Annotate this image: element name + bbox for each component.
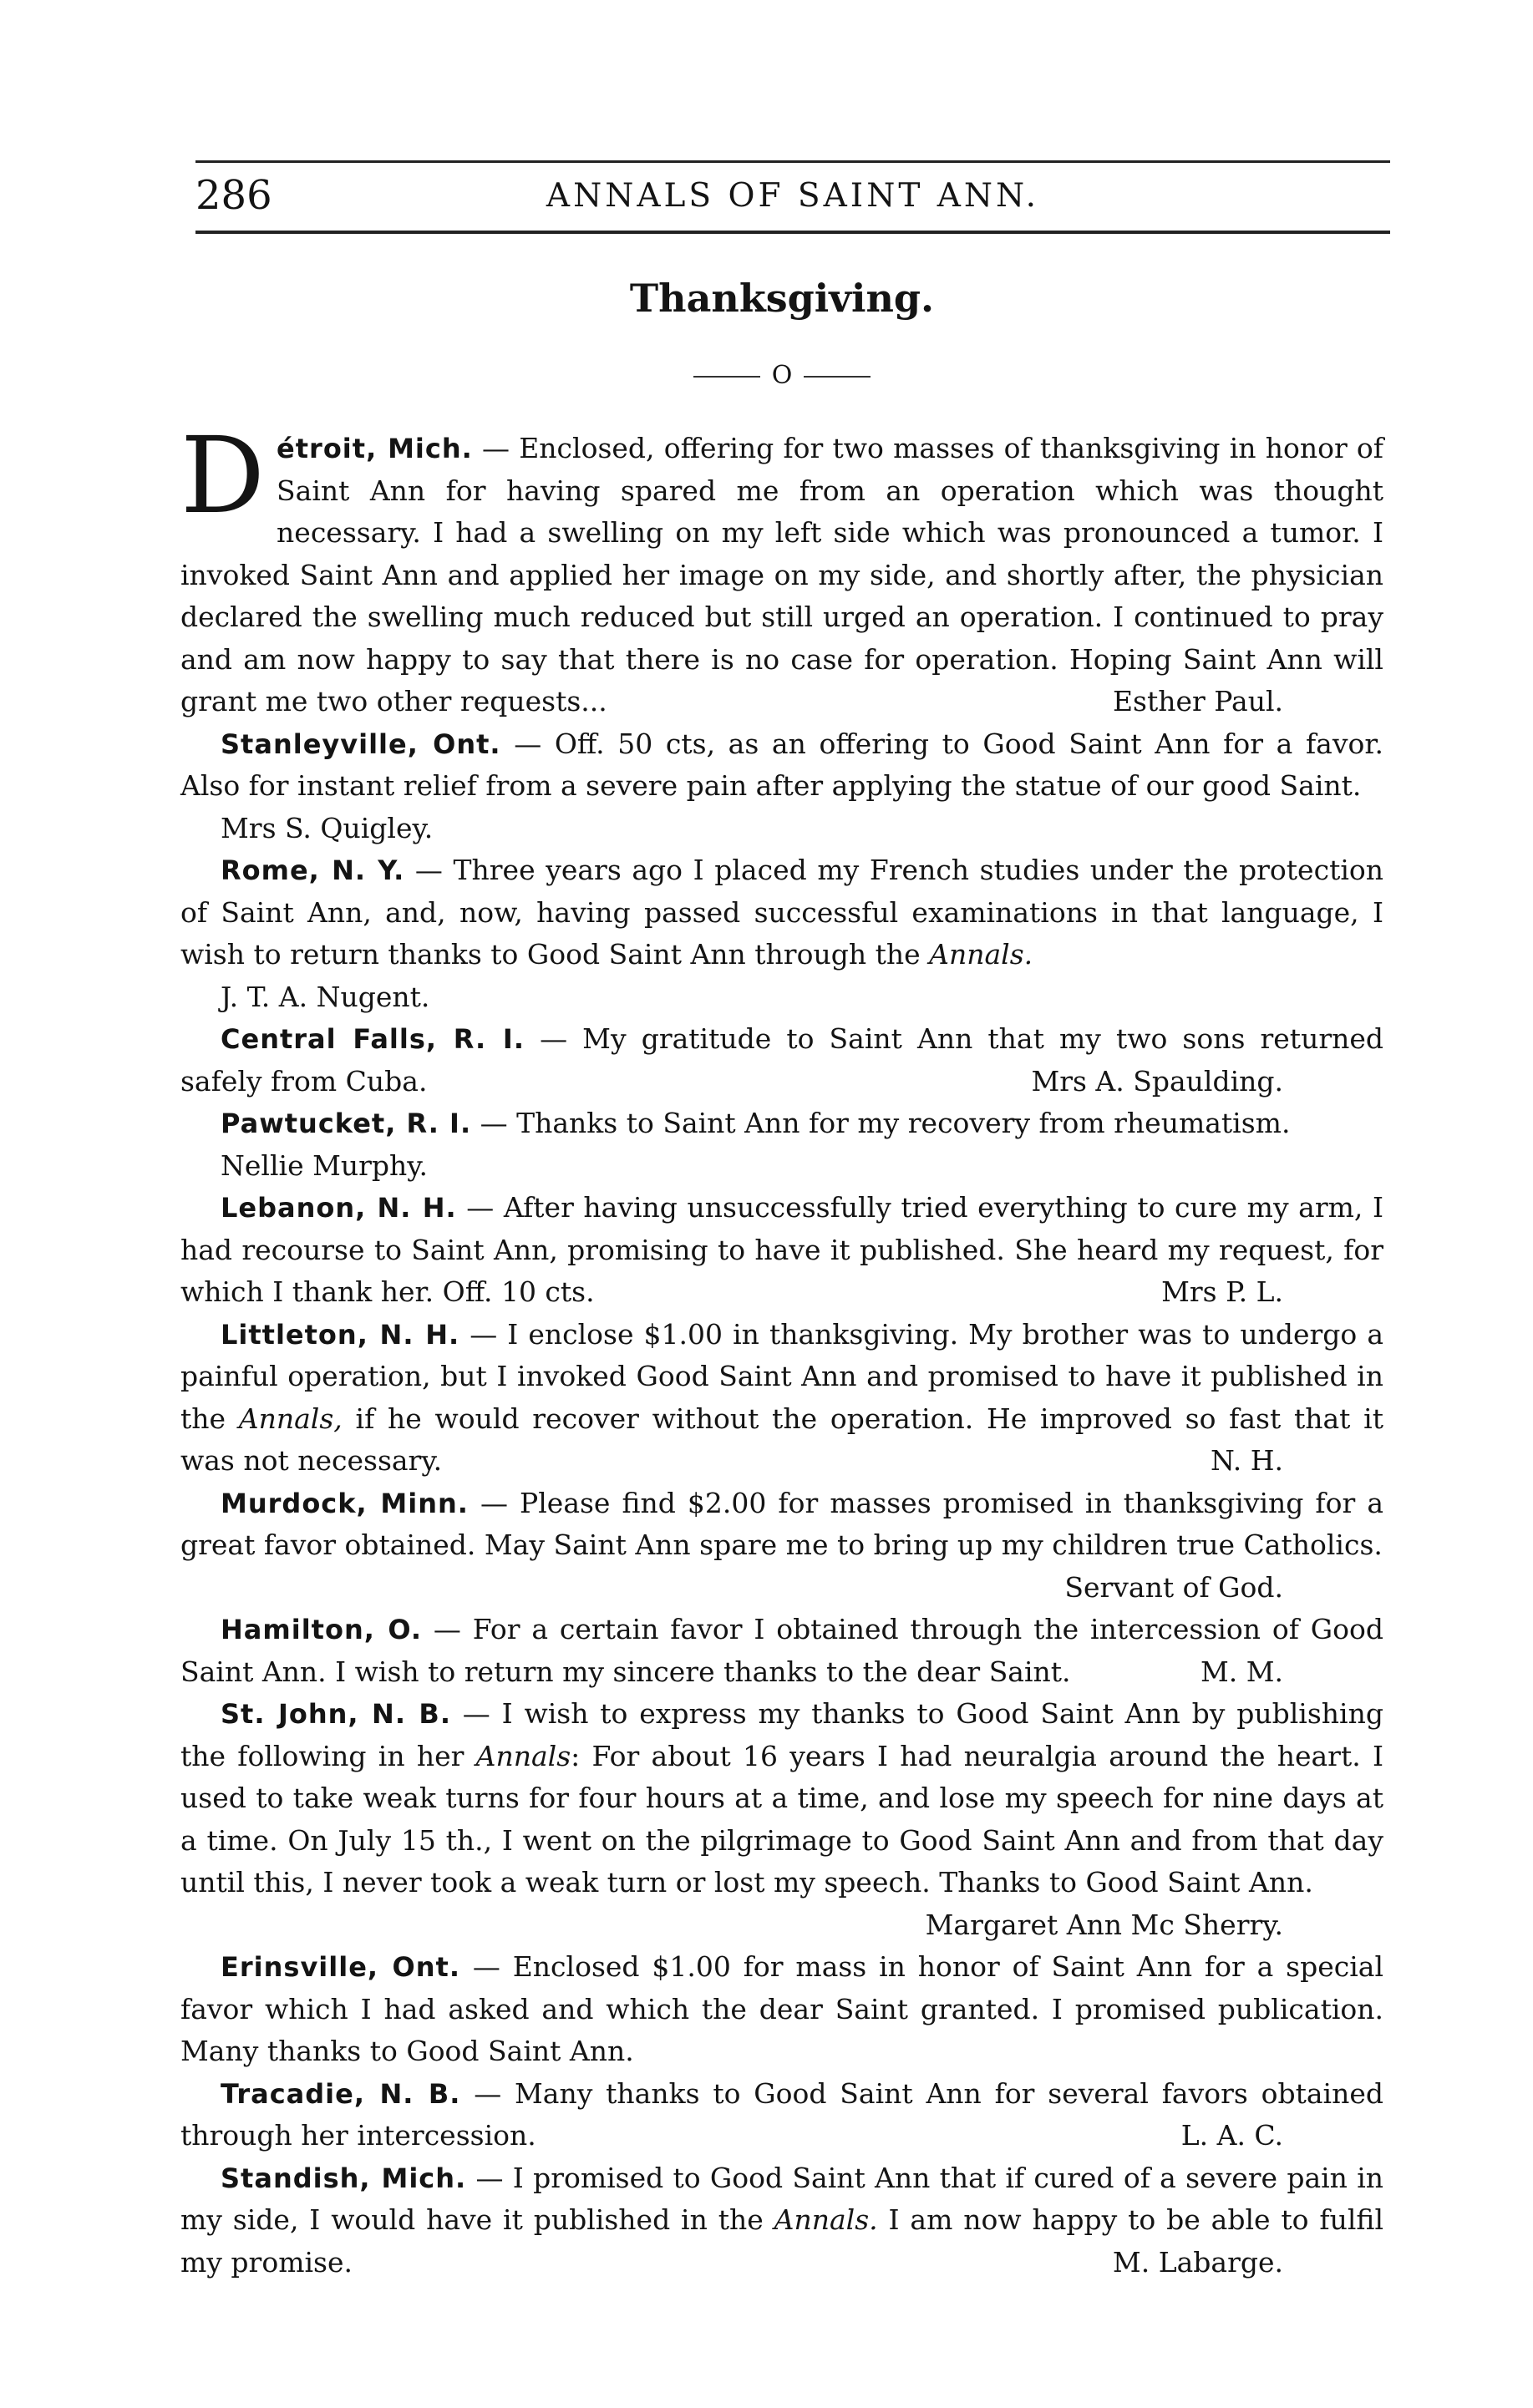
entry-italic: Annals, xyxy=(238,1402,343,1435)
entry-text: — For a certain favor I obtained through the intercession of Good Saint Ann. I wish to return my sincere thanks to the dear Saint. xyxy=(180,1613,1383,1688)
entry-paragraph xyxy=(180,723,1383,808)
entry-lebanon xyxy=(180,1187,1383,1314)
entries xyxy=(180,414,1384,2284)
entry-text: — I enclose $1.00 in thanksgiving. My brother was to undergo a painful operation, but I invoked Good Saint Ann and promised to have it published in the xyxy=(180,1317,1384,1435)
entry-text-continued: : For about 16 years I had neuralgia around the heart. I used to take weak turns for four hours at a time, and lose my speech for nine days at a time. On July 15 th., I went on the pilgrimage to Good Saint Ann and from that day until this, I never took a weak turn or lost my speech. Thanks to Good Saint Ann. xyxy=(180,1739,1383,1899)
entry-signature: L. A. C. xyxy=(1180,2119,1283,2152)
entry-place: Rome, N. Y. xyxy=(221,854,405,886)
entry-italic: Annals xyxy=(475,1739,571,1772)
entry-text: — Three years ago I placed my French studies under the protection of Saint Ann, and, now, having passed successful examinations in that language, I wish to return thanks to Good Saint Ann through the xyxy=(180,854,1384,971)
entry-signature: Mrs A. Spaulding. xyxy=(1031,1064,1283,1098)
entry-place: Tracadie, N. B. xyxy=(221,2077,461,2110)
entry-st-john xyxy=(180,1693,1383,1946)
entry-rome xyxy=(180,849,1383,1018)
entry-signature: Nellie Murphy. xyxy=(221,1148,429,1182)
ornament-divider xyxy=(180,361,1383,390)
entry-paragraph xyxy=(180,1187,1383,1314)
entry-signature: M. Labarge. xyxy=(1112,2245,1283,2279)
entry-paragraph xyxy=(180,1103,1383,1145)
header-rule-bottom xyxy=(195,231,1390,234)
entry-murdock xyxy=(180,1483,1383,1610)
entry-signature: Margaret Ann Mc Sherry. xyxy=(925,1908,1283,1941)
divider-mark: O xyxy=(771,361,793,390)
entry-stanleyville xyxy=(180,723,1383,850)
entry-text: — I promised to Good Saint Ann that if cured of a severe pain in my side, I would have it published in the xyxy=(180,2161,1383,2236)
entry-place: Hamilton, O. xyxy=(221,1614,423,1645)
entry-text: — Please find $2.00 for masses promised in thanksgiving for a great favor obtained. May Saint Ann spare me to bring up my children true Catholics. xyxy=(180,1486,1384,1561)
entry-place: Central Falls, R. I. xyxy=(221,1023,525,1055)
entry-place: St. John, N. B. xyxy=(221,1698,451,1730)
entry-signature: J. T. A. Nugent. xyxy=(221,980,430,1013)
entry-signature: Mrs P. L. xyxy=(1161,1275,1283,1308)
entry-paragraph xyxy=(180,1483,1384,1604)
entry-paragraph xyxy=(180,414,1384,723)
entry-paragraph xyxy=(180,849,1383,976)
entry-text: — Many thanks to Good Saint Ann for several favors obtained through her intercession. xyxy=(180,2076,1384,2152)
entry-paragraph xyxy=(180,2073,1383,2157)
entry-text: — My gratitude to Saint Ann that my two sons returned safely from Cuba. xyxy=(180,1022,1384,1098)
entry-paragraph xyxy=(180,1693,1383,1941)
entry-signature: Mrs S. Quigley. xyxy=(221,811,434,844)
drop-cap: D xyxy=(180,414,266,537)
entry-signature: M. M. xyxy=(1200,1655,1283,1688)
entry-signature: Servant of God. xyxy=(1064,1570,1283,1604)
entry-text-continued: I am now happy to be able to fulfil my promise. xyxy=(180,2203,1383,2279)
entry-hamilton xyxy=(180,1609,1383,1693)
entry-italic: Annals. xyxy=(774,2203,878,2236)
entry-signature: Esther Paul. xyxy=(1112,685,1283,717)
entry-place: Stanleyville, Ont. xyxy=(221,727,501,760)
entry-place: Lebanon, N. H. xyxy=(221,1192,457,1224)
entry-erinsville xyxy=(180,1946,1383,2073)
entry-text: — After having unsuccessfully tried everything to cure my arm, I had recourse to Saint Ann, promising to have it published. She heard my request, for which I thank her. Off. 10 cts. xyxy=(180,1191,1384,1308)
entry-text: — Off. 50 cts, as an offering to Good Saint Ann for a favor. Also for instant relief from a severe pain after applying the statue of our good Saint. xyxy=(180,727,1383,802)
entry-paragraph xyxy=(180,1946,1383,2073)
entry-detroit xyxy=(180,414,1384,723)
entry-place: Littleton, N. H. xyxy=(221,1318,460,1351)
section-title: Thanksgiving. xyxy=(629,276,935,321)
entry-central-falls xyxy=(180,1018,1383,1103)
entry-text: — Enclosed $1.00 for mass in honor of Saint Ann for a special favor which I had asked and which the dear Saint granted. I promised publication. Many thanks to Good Saint Ann. xyxy=(180,1950,1384,2067)
divider-line-left xyxy=(693,376,760,378)
running-title: ANNALS OF SAINT ANN. xyxy=(546,177,1040,215)
entry-text-continued: if he would recover without the operation. He improved so fast that it was not necessary. xyxy=(180,1402,1383,1477)
entry-pawtucket xyxy=(180,1103,1383,1187)
header-rule-top xyxy=(195,160,1390,163)
entry-italic: Annals. xyxy=(929,938,1033,971)
entry-paragraph xyxy=(180,1609,1383,1693)
entry-paragraph xyxy=(180,1314,1383,1483)
entry-standish xyxy=(180,2157,1383,2284)
entry-place: Standish, Mich. xyxy=(221,2162,467,2194)
running-head xyxy=(195,172,1390,226)
entry-place: Erinsville, Ont. xyxy=(221,1951,460,1983)
entry-place: Murdock, Minn. xyxy=(221,1487,469,1519)
entry-littleton xyxy=(180,1314,1383,1483)
divider-line-right xyxy=(804,376,871,378)
entry-signature: N. H. xyxy=(1210,1444,1283,1477)
entry-text: — Thanks to Saint Ann for my recovery from rheumatism. xyxy=(480,1107,1291,1139)
page-number: 286 xyxy=(195,172,272,219)
entry-tracadie xyxy=(180,2073,1383,2157)
entry-text: — Enclosed, offering for two masses of thanksgiving in honor of Saint Ann for having spared me from an operation which was thought necessary. I had a swelling on my left side which was pronounced a tumor. I invoked Saint Ann and applied her image on my side, and shortly after, the physician declared the swelling much reduced but still urged an operation. I continued to pray and am now happy to say that there is no case for operation. Hoping Saint Ann will grant me two other requests... xyxy=(180,432,1384,717)
entry-text: — I wish to express my thanks to Good Saint Ann by publishing the following in her xyxy=(180,1697,1383,1772)
entry-place: étroit, Mich. xyxy=(277,433,473,464)
entry-paragraph xyxy=(180,2157,1383,2284)
entry-place: Pawtucket, R. I. xyxy=(221,1108,472,1139)
entry-paragraph xyxy=(180,1018,1383,1103)
